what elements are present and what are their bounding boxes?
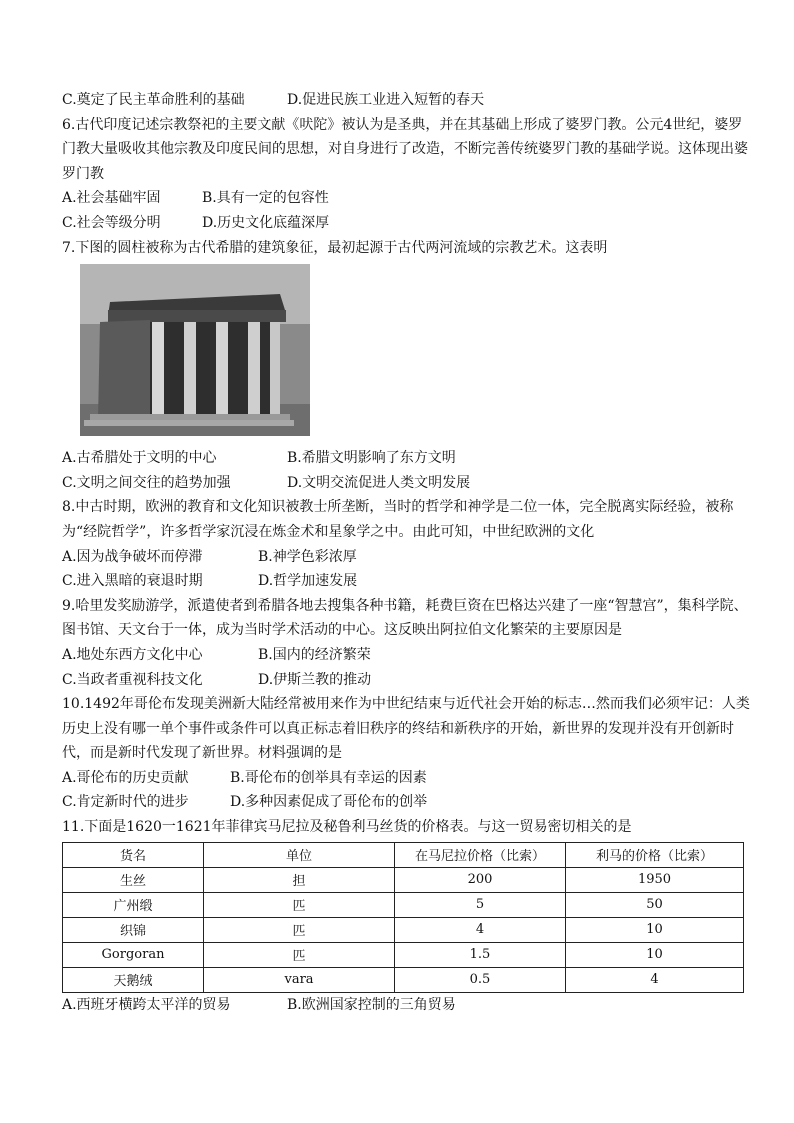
q11-option-a: A.西班牙横跨太平洋的贸易 [62, 996, 231, 1013]
q9-option-a: A.地处东西方文化中心 [62, 646, 203, 663]
q7-stem: 7.下图的圆柱被称为古代希腊的建筑象征，最初起源于古代两河流域的宗教艺术。这表明 [62, 239, 608, 256]
q7-option-a: A.古希腊处于文明的中心 [62, 450, 217, 467]
q10-options-row1 [62, 766, 752, 791]
q8-option-c: C.进入黑暗的衰退时期 [62, 573, 203, 590]
cell-lima-price: 1950 [566, 867, 744, 892]
cell-manila-price: 5 [395, 892, 566, 917]
q7-option-d: D.文明交流促进人类文明发展 [287, 474, 471, 491]
table-row [63, 917, 744, 942]
q10-option-c: C.肯定新时代的进步 [62, 794, 189, 811]
cell-unit: 匹 [204, 892, 395, 917]
cell-lima-price: 10 [566, 917, 744, 942]
price-table-header-row [63, 842, 744, 867]
q7-options-row1 [62, 446, 752, 471]
cell-lima-price: 10 [566, 942, 744, 967]
exam-page [62, 88, 752, 1017]
q10-option-b: B.哥伦布的创举具有幸运的因素 [230, 769, 427, 786]
q6-option-c: C.社会等级分明 [62, 214, 161, 231]
cell-goods: 天鹅绒 [63, 967, 204, 992]
q6-options-row1 [62, 186, 752, 211]
cell-manila-price: 0.5 [395, 967, 566, 992]
header-unit: 单位 [204, 842, 395, 867]
cell-manila-price: 1.5 [395, 942, 566, 967]
q10-option-d: D.多种因素促成了哥伦布的创举 [230, 794, 428, 811]
q9-option-c: C.当政者重视科技文化 [62, 671, 203, 688]
cell-lima-price: 4 [566, 967, 744, 992]
q8-stem: 8.中古时期，欧洲的教育和文化知识被教士所垄断，当时的哲学和神学是二位一体，完全脱离实际经验，被称为“经院哲学”，许多哲学家沉浸在炼金术和星象学之中。由此可知，中世纪欧洲的文化 [62, 499, 734, 540]
q5-option-d: D.促进民族工业进入短暂的春天 [287, 92, 485, 108]
q11-stem: 11.下面是1620一1621年菲律宾马尼拉及秘鲁利马丝货的价格表。与这一贸易密切相关的是 [62, 819, 632, 836]
q8-option-d: D.哲学加速发展 [258, 573, 358, 590]
cell-goods: Gorgoran [63, 942, 204, 967]
cell-lima-price: 50 [566, 892, 744, 917]
cell-unit: vara [204, 967, 395, 992]
cell-unit: 担 [204, 867, 395, 892]
q5-option-c: C.奠定了民主革命胜利的基础 [62, 92, 245, 108]
cell-manila-price: 4 [395, 917, 566, 942]
table-row [63, 942, 744, 967]
q10-options-row2 [62, 790, 752, 815]
cell-unit: 匹 [204, 917, 395, 942]
price-table [62, 842, 744, 993]
q6-option-d: D.历史文化底蕴深厚 [202, 214, 330, 231]
q7-options-row2 [62, 471, 752, 496]
header-manila-price: 在马尼拉价格（比索） [395, 842, 566, 867]
q9-stem: 9.哈里发奖励游学，派遣使者到希腊各地去搜集各种书籍，耗费巨资在巴格达兴建了一座“智慧宫”，集科学院、图书馆、天文台于一体，成为当时学术活动的中心。这反映出阿拉伯文化繁荣的主要原因是 [62, 597, 748, 639]
cell-goods: 生丝 [63, 867, 204, 892]
q5-options [62, 88, 752, 113]
q6-option-b: B.具有一定的包容性 [202, 190, 329, 207]
q11-options [62, 993, 752, 1018]
greek-temple-photo [80, 264, 310, 436]
header-lima-price: 利马的价格（比索） [566, 842, 744, 867]
q6-stem: 6.古代印度记述宗教祭祀的主要文献《吠陀》被认为是圣典，并在其基础上形成了婆罗门教。公元4世纪，婆罗门教大量吸收其他宗教及印度民间的思想，对自身进行了改造，不断完善传统婆罗门教的基础学说。这体现出婆罗门教 [62, 116, 748, 182]
table-row [63, 867, 744, 892]
cell-goods: 广州缎 [63, 892, 204, 917]
q9-option-d: D.伊斯兰教的推动 [258, 671, 372, 688]
header-goods: 货名 [63, 842, 204, 867]
q8-option-a: A.因为战争破坏而停滞 [62, 548, 203, 565]
q9-option-b: B.国内的经济繁荣 [258, 646, 371, 663]
q8-options-row1 [62, 545, 752, 570]
cell-unit: 匹 [204, 942, 395, 967]
q9-options-row2 [62, 668, 752, 693]
q6-option-a: A.社会基础牢固 [62, 190, 161, 207]
q10-option-a: A.哥伦布的历史贡献 [62, 769, 189, 786]
table-row [63, 967, 744, 992]
q6-options-row2 [62, 211, 752, 236]
q9-options-row1 [62, 643, 752, 668]
q11-option-b: B.欧洲国家控制的三角贸易 [287, 996, 456, 1013]
q7-option-b: B.希腊文明影响了东方文明 [287, 450, 456, 467]
q10-stem: 10.1492年哥伦布发现美洲新大陆经常被用来作为中世纪结束与近代社会开始的标志…然而我们必须牢记：人类历史上没有哪一单个事件或条件可以真正标志着旧秩序的终结和新秩序的开始，新世界的发现并没有开创新时代，而是新时代发现了新世界。材料强调的是 [62, 696, 750, 762]
cell-goods: 织锦 [63, 917, 204, 942]
table-row [63, 892, 744, 917]
cell-manila-price: 200 [395, 867, 566, 892]
q8-options-row2 [62, 569, 752, 594]
q7-option-c: C.文明之间交往的趋势加强 [62, 474, 231, 491]
q8-option-b: B.神学色彩浓厚 [258, 548, 357, 565]
